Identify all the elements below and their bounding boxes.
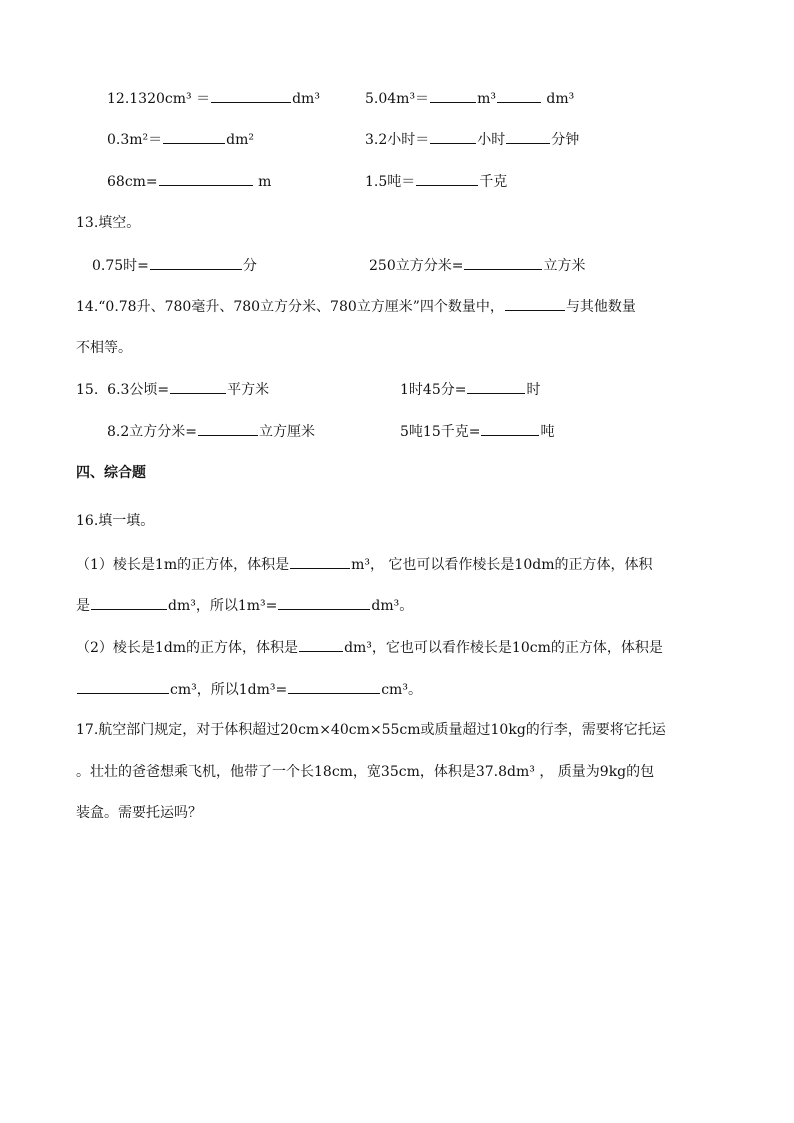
answer-blank[interactable] <box>163 129 225 144</box>
answer-blank[interactable] <box>288 679 380 694</box>
q16-title: 16.填一填。 <box>76 513 155 529</box>
answer-blank[interactable] <box>150 255 242 270</box>
q12-row2-left: 0.3m²＝ dm² <box>107 129 254 150</box>
answer-blank[interactable] <box>430 129 476 144</box>
answer-blank[interactable] <box>481 421 539 436</box>
q17-line2: 。壮壮的爸爸想乘飞机，他带了一个长18cm，宽35cm，体积是37.8dm³ ， 质量为9kg的包 <box>76 764 655 780</box>
answer-blank[interactable] <box>170 379 226 394</box>
answer-blank[interactable] <box>77 679 169 694</box>
q15-row2-right: 5吨15千克= 吨 <box>400 421 554 442</box>
answer-blank[interactable] <box>299 637 343 652</box>
answer-blank[interactable] <box>430 88 476 103</box>
answer-blank[interactable] <box>278 595 370 610</box>
answer-blank[interactable] <box>505 296 565 311</box>
q12-row3-right: 1.5吨＝ 千克 <box>365 171 507 192</box>
answer-blank[interactable] <box>416 171 478 186</box>
q13-title: 13.填空。 <box>76 215 141 231</box>
q14-line2: 不相等。 <box>76 340 132 356</box>
q16-part1-line1: （1）棱长是1m的正方体，体积是 m³， 它也可以看作棱长是10dm的正方体，体积 <box>76 554 652 575</box>
q17-line3: 装盒。需要托运吗？ <box>76 805 202 821</box>
q14-line1: 14.“0.78升、780毫升、780立方分米、780立方厘米”四个数量中， 与其他数量 <box>76 296 636 317</box>
answer-blank[interactable] <box>497 88 541 103</box>
q15-row2-left: 8.2立方分米= 立方厘米 <box>107 421 315 442</box>
q13-right: 250立方分米= 立方米 <box>369 255 585 276</box>
q16-part2-line2: cm³，所以1dm³= cm³。 <box>76 679 422 700</box>
answer-blank[interactable] <box>467 379 525 394</box>
q12-row3-left: 68cm= m <box>107 171 271 192</box>
q12-row1-right: 5.04m³＝ m³ dm³ <box>365 88 574 109</box>
q12-row2-right: 3.2小时＝ 小时 分钟 <box>365 129 579 150</box>
q17-line1: 17.航空部门规定，对于体积超过20cm×40cm×55cm或质量超过10kg的行李，需要将它托运 <box>76 722 666 738</box>
q15-row1-left: 15. 6.3公顷= 平方米 <box>76 379 269 400</box>
answer-blank[interactable] <box>506 129 550 144</box>
q16-part2-line1: （2）棱长是1dm的正方体，体积是 dm³，它也可以看作棱长是10cm的正方体，体积是 <box>76 637 663 658</box>
answer-blank[interactable] <box>464 255 542 270</box>
answer-blank[interactable] <box>159 171 253 186</box>
answer-blank[interactable] <box>290 554 350 569</box>
q13-left: 0.75时= 分 <box>92 255 257 276</box>
q16-part1-line2: 是 dm³，所以1m³= dm³。 <box>76 595 413 616</box>
answer-blank[interactable] <box>91 595 167 610</box>
q15-row1-right: 1时45分= 时 <box>400 379 540 400</box>
answer-blank[interactable] <box>211 88 291 103</box>
answer-blank[interactable] <box>198 421 258 436</box>
q12-row1-left: 12.1320cm³ ＝ dm³ <box>107 88 320 109</box>
section-heading: 四、综合题 <box>76 465 146 481</box>
